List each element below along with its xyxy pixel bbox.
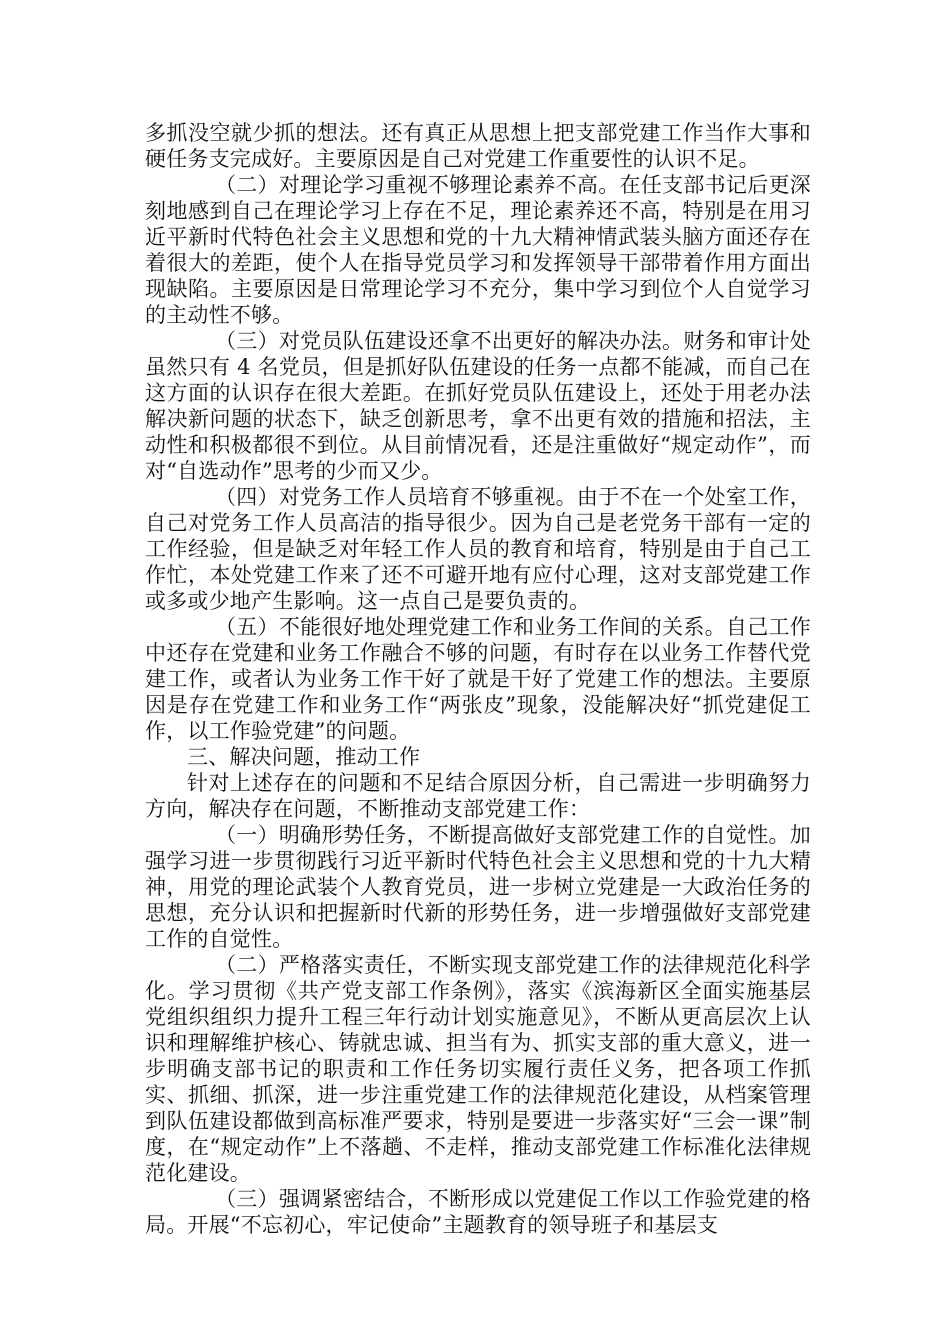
paragraph-clarify-tasks: （一）明确形势任务，不断提高做好支部党建工作的自觉性。加强学习进一步贯彻践行习近平新时代特色社会主义思想和党的十九大精神，用党的理论武装个人教育党员，进一步树立党建是一大政治任务的思想，充分认识和把握新时代新的形势任务，进一步增强做好支部党建工作的自觉性。	[145, 823, 811, 951]
paragraph-theory-study: （二）对理论学习重视不够理论素养不高。在任支部书记后更深刻地感到自己在理论学习上存在不足，理论素养还不高，特别是在用习近平新时代特色社会主义思想和党的十九大精神情武装头脑方面还存在着很大的差距，使个人在指导党员学习和发挥领导干部带着作用方面出现缺陷。主要原因是日常理论学习不充分，集中学习到位个人自觉学习的主动性不够。	[145, 173, 811, 327]
paragraph-continuation: 多抓没空就少抓的想法。还有真正从思想上把支部党建工作当作大事和硬任务支完成好。主要原因是自己对党建工作重要性的认识不足。	[145, 121, 811, 171]
paragraph-intro-direction: 针对上述存在的问题和不足结合原因分析，自己需进一步明确努力方向，解决存在问题，不断推动支部党建工作：	[145, 771, 811, 821]
section-heading-solve-problems: 三、解决问题，推动工作	[187, 745, 421, 769]
paragraph-party-business-relation: （五）不能很好地处理党建工作和业务工作间的关系。自己工作中还存在党建和业务工作融合不够的问题，有时存在以业务工作替代党建工作，或者认为业务工作干好了就是干好了党建工作的想法。主要原因是存在党建工作和业务工作“两张皮”现象，没能解决好“抓党建促工作，以工作验党建”的问题。	[145, 615, 811, 743]
paragraph-implement-responsibility: （二）严格落实责任，不断实现支部党建工作的法律规范化科学化。学习贯彻《共产党支部工作条例》，落实《滨海新区全面实施基层党组织组织力提升工程三年行动计划实施意见》，不断从更高层次上认识和理解维护核心、铸就忠诚、担当有为、抓实支部的重大意义，进一步明确支部书记的职责和工作任务切实履行责任义务，把各项工作抓实、抓细、抓深，进一步注重党建工作的法律规范化建设，从档案管理到队伍建设都做到高标准严要求，特别是要进一步落实好“三会一课”制度，在“规定动作”上不落趟、不走样，推动支部党建工作标准化法律规范化建设。	[145, 953, 811, 1185]
document-page	[145, 120, 811, 1238]
paragraph-close-integration: （三）强调紧密结合，不断形成以党建促工作以工作验党建的格局。开展“不忘初心，牢记使命”主题教育的领导班子和基层支	[145, 1187, 811, 1237]
paragraph-staff-training: （四）对党务工作人员培育不够重视。由于不在一个处室工作，自己对党务工作人员高洁的指导很少。因为自己是老党务干部有一定的工作经验，但是缺乏对年轻工作人员的教育和培育，特别是由于自己工作忙，本处党建工作来了还不可避开地有应付心理，这对支部党建工作或多或少地产生影响。这一点自己是要负责的。	[145, 485, 811, 613]
paragraph-team-building: （三）对党员队伍建设还拿不出更好的解决办法。财务和审计处虽然只有 4 名党员，但是抓好队伍建设的任务一点都不能减，而自己在这方面的认识存在很大差距。在抓好党员队伍建设上，还处于用老办法解决新问题的状态下，缺乏创新思考，拿不出更有效的措施和招法，主动性和积极都很不到位。从目前情况看，还是注重做好“规定动作”，而对“自选动作”思考的少而又少。	[145, 329, 811, 483]
